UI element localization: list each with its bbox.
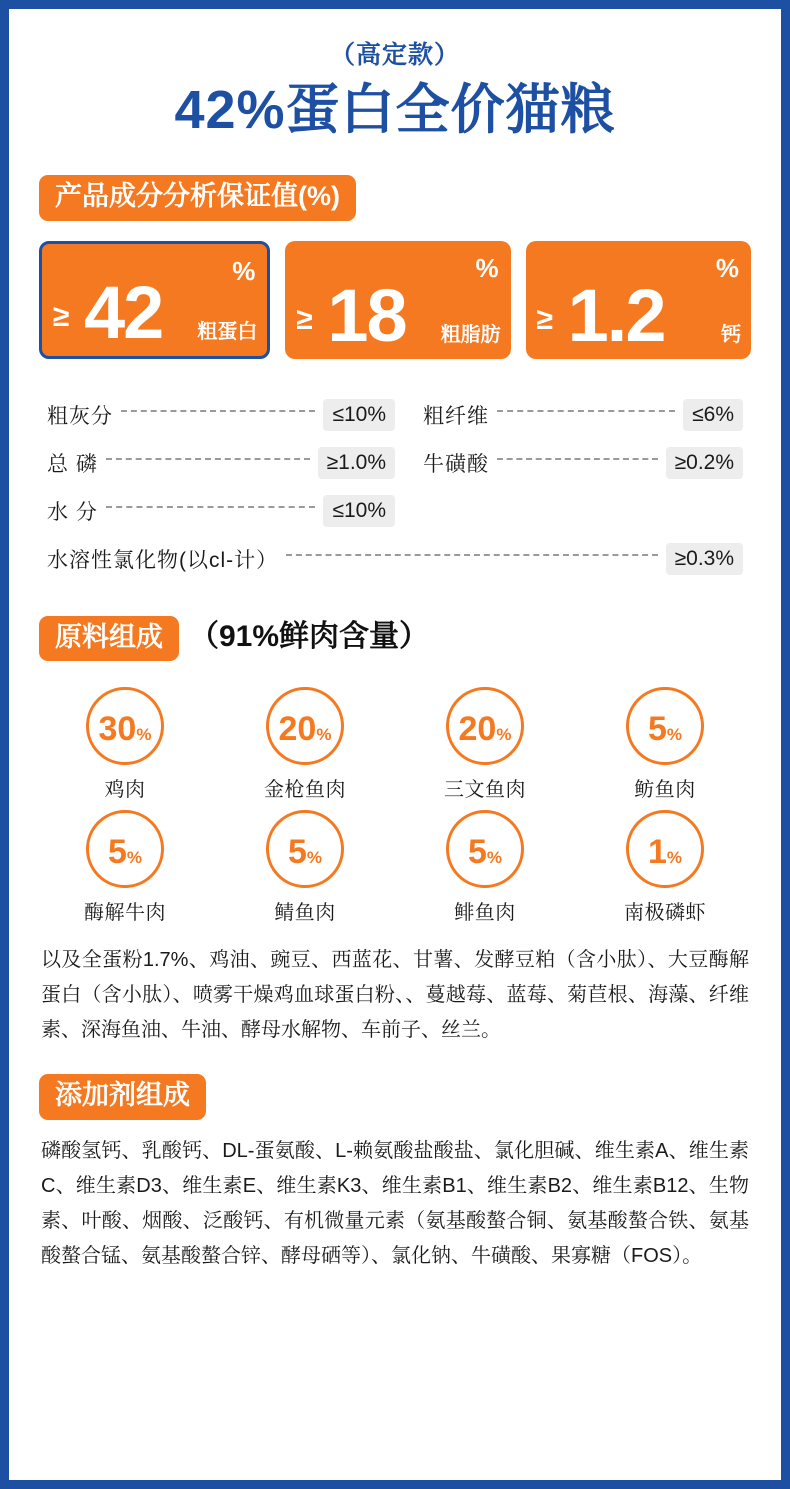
analysis-row <box>47 391 395 439</box>
percent-symbol: % <box>136 725 152 745</box>
analysis-row-value: ≤10% <box>323 495 395 527</box>
percent-value: 20 <box>458 710 497 749</box>
dotted-leader <box>497 410 675 412</box>
percent-circle <box>86 687 164 765</box>
percent-circle <box>86 810 164 888</box>
calcium-value: 1.2 <box>567 273 665 357</box>
analysis-row-chloride <box>47 535 743 583</box>
ingredient-item <box>229 687 381 802</box>
frame-border-left <box>0 0 9 1489</box>
fat-label: 粗脂肪 <box>440 323 501 346</box>
analysis-section-header <box>39 175 781 221</box>
ingredient-circle-row <box>49 687 741 802</box>
frame-border-top <box>0 0 790 9</box>
ingredient-label: 鲱鱼肉 <box>454 902 516 925</box>
analysis-row-label: 牛磺酸 <box>423 452 489 476</box>
dotted-leader <box>106 506 316 508</box>
frame-border-bottom <box>0 1480 790 1489</box>
percent-value: 5 <box>107 833 127 872</box>
calcium-label: 钙 <box>720 323 741 346</box>
percent-circle <box>446 687 524 765</box>
calcium-percent-symbol: % <box>715 252 739 283</box>
fat-percent-symbol: % <box>475 252 499 283</box>
ingredient-label: 鲭鱼肉 <box>274 902 336 925</box>
percent-value: 1 <box>647 833 667 872</box>
analysis-column-right <box>395 391 743 535</box>
ingredient-circle-row <box>49 810 741 925</box>
frame-border-right <box>781 0 790 1489</box>
analysis-row-label: 总 磷 <box>47 452 98 476</box>
ingredients-title-chip: 原料组成 <box>39 616 179 662</box>
percent-value: 5 <box>287 833 307 872</box>
analysis-row-label: 粗灰分 <box>47 404 113 428</box>
guaranteed-values-row <box>39 241 751 359</box>
percent-value: 5 <box>647 710 667 749</box>
ingredient-item <box>409 687 561 802</box>
analysis-title-chip: 产品成分分析保证值(%) <box>39 175 356 221</box>
percent-symbol: % <box>126 848 143 868</box>
ingredients-title-suffix: （91%鲜肉含量） <box>189 619 430 653</box>
percent-circle <box>446 810 524 888</box>
percent-symbol: % <box>306 848 323 868</box>
additives-section-header <box>39 1074 781 1120</box>
page-content <box>9 9 781 1480</box>
percent-circle <box>626 810 704 888</box>
percent-circle <box>266 687 344 765</box>
ingredient-item <box>49 687 201 802</box>
percent-symbol: % <box>486 848 503 868</box>
additives-title-chip: 添加剂组成 <box>39 1074 206 1120</box>
percent-circle <box>266 810 344 888</box>
ingredients-note: 以及全蛋粉1.7%、鸡油、豌豆、西蓝花、甘薯、发酵豆粕（含小肽）、大豆酶解蛋白（含小肽）、喷雾干燥鸡血球蛋白粉、、蔓越莓、蓝莓、菊苣根、海藻、纤维素、深海鱼油、牛油、酵母水解物、车前子、丝兰。 <box>41 949 749 1042</box>
analysis-row-value: ≤6% <box>683 399 743 431</box>
fat-ge-symbol: ≥ <box>296 302 313 336</box>
dotted-leader <box>497 458 658 460</box>
percent-symbol: % <box>666 848 683 868</box>
percent-value: 30 <box>98 710 137 749</box>
percent-circle <box>626 687 704 765</box>
dotted-leader <box>286 554 657 556</box>
protein-ge-symbol: ≥ <box>53 299 70 333</box>
ingredient-label: 南极磷虾 <box>624 902 706 925</box>
additives-note: 磷酸氢钙、乳酸钙、DL-蛋氨酸、L-赖氨酸盐酸盐、氯化胆碱、维生素A、维生素C、维生素D3、维生素E、维生素K3、维生素B1、维生素B2、维生素B12、生物素、叶酸、烟酸、泛酸钙、有机微量元素（氨基酸螯合铜、氨基酸螯合铁、氨基酸螯合锰、氨基酸螯合锌、酵母硒等）、氯化钠、牛磺酸、果寡糖（FOS）。 <box>41 1140 749 1268</box>
calcium-ge-symbol: ≥ <box>536 302 554 336</box>
analysis-row <box>395 439 743 487</box>
ingredient-item <box>589 687 741 802</box>
percent-value: 5 <box>467 833 487 872</box>
analysis-table <box>47 391 743 583</box>
ingredient-circles <box>49 687 741 925</box>
analysis-row-label: 粗纤维 <box>423 404 489 428</box>
ingredient-label: 鲂鱼肉 <box>634 779 696 802</box>
ingredient-item <box>409 810 561 925</box>
value-box-calcium <box>526 241 751 359</box>
dotted-leader <box>121 410 315 412</box>
analysis-row-value: ≥1.0% <box>318 447 395 479</box>
ingredient-label: 金枪鱼肉 <box>264 779 346 802</box>
ingredient-item <box>589 810 741 925</box>
analysis-row-value: ≥0.3% <box>666 543 743 575</box>
value-box-protein <box>39 241 270 359</box>
analysis-row-label: 水溶性氯化物(以cl-计） <box>47 548 279 572</box>
fat-value: 18 <box>327 273 406 357</box>
analysis-column-left <box>47 391 395 535</box>
dotted-leader <box>106 458 310 460</box>
percent-symbol: % <box>496 725 512 745</box>
protein-percent-symbol: % <box>232 255 256 286</box>
percent-symbol: % <box>666 725 683 745</box>
value-box-fat <box>285 241 510 359</box>
analysis-row-value: ≤10% <box>323 399 395 431</box>
analysis-row-value: ≥0.2% <box>666 447 743 479</box>
percent-value: 20 <box>278 710 317 749</box>
protein-value: 42 <box>84 270 163 354</box>
ingredient-item <box>49 810 201 925</box>
header-subtitle: （高定款） <box>329 41 460 69</box>
ingredients-section-header <box>39 611 781 662</box>
ingredient-label: 酶解牛肉 <box>84 902 166 925</box>
protein-label: 粗蛋白 <box>197 320 258 343</box>
ingredient-label: 三文鱼肉 <box>444 779 526 802</box>
page-title: 42%蛋白全价猫粮 <box>174 80 616 140</box>
analysis-row <box>395 391 743 439</box>
analysis-two-columns <box>47 391 743 535</box>
percent-symbol: % <box>316 725 332 745</box>
analysis-row <box>47 487 395 535</box>
analysis-row-label: 水 分 <box>47 500 98 524</box>
ingredient-item <box>229 810 381 925</box>
analysis-row <box>47 439 395 487</box>
ingredient-label: 鸡肉 <box>104 779 146 802</box>
